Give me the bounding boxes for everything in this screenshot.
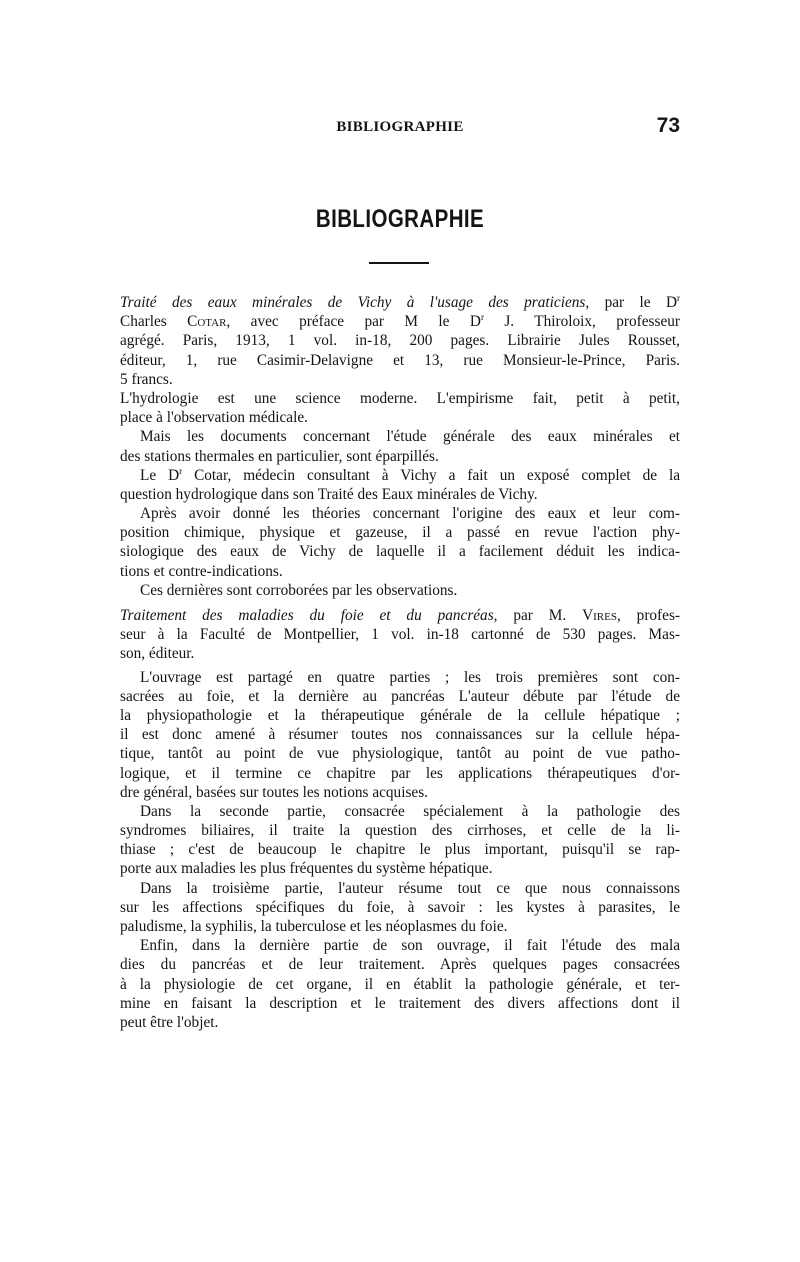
citation-line: 5 francs. [120,370,173,388]
citation-line: Traitement des maladies du foie et du pancréas, par M. Vires, profes- [120,607,680,624]
text-line: syndromes biliaires, il traite la question des cirrhoses, et celle de la li- [120,822,680,840]
review-foie-pancreas [120,606,680,1032]
text-line: question hydrologique dans son Traité des Eaux minérales de Vichy. [120,485,538,503]
text-line: porte aux maladies les plus fréquentes du système hépatique. [120,860,493,878]
book-title: Traitement des maladies du foie et du pancréas, [120,607,498,624]
text-line: la physiopathologie et la thérapeutique générale de la cellule hépatique ; [120,706,680,724]
text-line: dies du pancréas et de leur traitement. Après quelques pages consacrées [120,956,680,974]
text-line: Le $D^r$ Cotar, médecin consultant à Vichy a fait un exposé complet de la [140,465,680,484]
author-name: Vires [582,607,617,624]
book-title: Traité des eaux minérales de Vichy à l'usage des praticiens, [120,294,590,311]
title-rule [369,262,429,264]
page-number: 73 [656,114,680,137]
text-line: place à l'observation médicale. [120,409,308,427]
citation-line: éditeur, 1, rue Casimir-Delavigne et 13, rue Monsieur-le-Prince, Paris. [120,351,680,369]
citation-line: agrégé. Paris, 1913, 1 vol. in-18, 200 pages. Librairie Jules Rousset, [120,332,680,350]
text-line: L'hydrologie est une science moderne. L'empirisme fait, petit à petit, [120,389,680,407]
text-line: peut être l'objet. [120,1013,219,1031]
text-line: Dans la seconde partie, consacrée spécialement à la pathologie des [140,802,680,820]
running-head [120,113,680,141]
text-line: Ces dernières sont corroborées par les observations. [140,581,458,599]
text-line: mine en faisant la description et le traitement des divers affections dont il [120,994,680,1012]
text-line: siologique des eaux de Vichy de laquelle il a facilement déduit les indica- [120,543,680,561]
text-line: Dans la troisième partie, l'auteur résume tout ce que nous connaissons [140,879,680,897]
citation-line: son, éditeur. [120,645,195,663]
text-line: Mais les documents concernant l'étude générale des eaux minérales et [140,428,680,446]
text-line: thiase ; c'est de beaucoup le chapitre le plus important, puisqu'il se rap- [120,841,680,859]
text-line: des stations thermales en particulier, sont éparpillés. [120,447,439,465]
page-title: BIBLIOGRAPHIE [315,205,485,233]
citation-line: Traité des eaux minérales de Vichy à l'usage des praticiens, par le $D^r$ [120,292,681,311]
text-line: Après avoir donné les théories concernant l'origine des eaux et leur com- [140,505,680,523]
text-line: il est donc amené à résumer toutes nos connaissances sur la cellule hépa- [120,726,680,744]
author-name: Cotar [187,313,227,331]
citation-line: seur à la Faculté de Montpellier, 1 vol. in-18 cartonné de 530 pages. Mas- [120,626,680,644]
text-line: Enfin, dans la dernière partie de son ouvrage, il fait l'étude des mala [140,937,680,955]
text-line: tique, tantôt au point de vue physiologique, tantôt au point de vue patho- [120,745,680,763]
text-line: tions et contre-indications. [120,562,283,580]
review-vichy [120,293,680,600]
text-line: sur les affections spécifiques du foie, à savoir : les kystes à parasites, le [120,898,680,916]
text-line: à la physiologie de cet organe, il en établit la pathologie générale, et ter- [120,975,680,993]
running-title: BIBLIOGRAPHIE [336,119,464,135]
text-line: sacrées au foie, et la dernière au pancréas L'auteur débute par l'étude de [120,687,680,705]
text-line: L'ouvrage est partagé en quatre parties ; les trois premières sont con- [140,668,680,686]
text-line: position chimique, physique et gazeuse, il a passé en revue l'action phy- [120,524,680,542]
text-line: paludisme, la syphilis, la tuberculose et les néoplasmes du foie. [120,918,508,935]
text-line: dre général, basées sur toutes les notions acquises. [120,783,428,801]
text-line: logique, et il termine ce chapitre par les applications thérapeutiques d'or- [120,764,680,782]
citation-line: Charles Cotar, avec préface par M le $D^r$ J. Thiroloix, professeur [120,312,680,331]
